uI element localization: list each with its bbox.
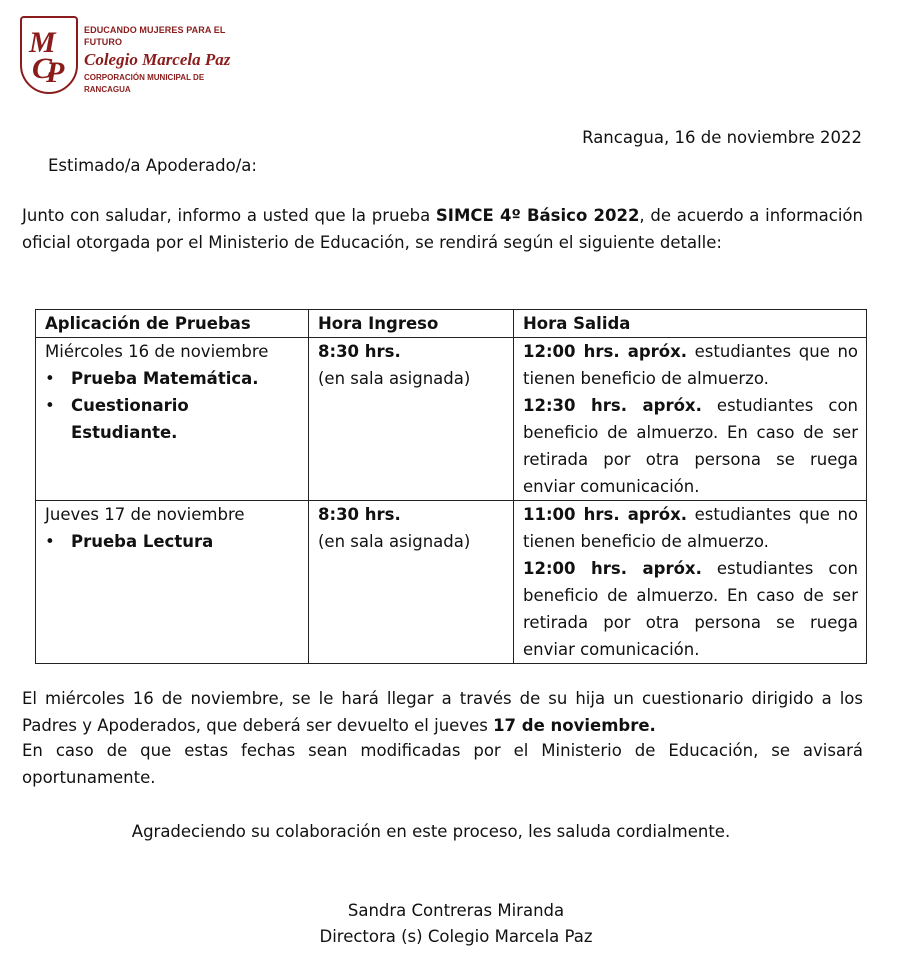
header-entry: Hora Ingreso bbox=[309, 310, 514, 338]
schedule-table bbox=[35, 309, 867, 664]
list-item: • Cuestionario Estudiante. bbox=[45, 396, 189, 442]
changes-paragraph: En caso de que estas fechas sean modificadas por el Ministerio de Educación, se avisará oportunamente. bbox=[22, 741, 863, 787]
school-logo bbox=[20, 16, 240, 100]
header-application: Aplicación de Pruebas bbox=[36, 310, 309, 338]
intro-paragraph: Junto con saludar, informo a usted que la prueba SIMCE 4º Básico 2022, de acuerdo a información oficial otorgada por el Ministerio de Educación, se rendirá según el siguiente detalle: bbox=[22, 206, 863, 252]
cell-exit: 12:00 hrs. apróx. estudiantes que no tienen beneficio de almuerzo. 12:30 hrs. apróx. estudiantes con beneficio de almuerzo. En caso de ser retirada por otra persona se ruega enviar comunicación. bbox=[514, 338, 867, 501]
cell-application bbox=[36, 338, 309, 501]
logo-corporation: CORPORACIÓN MUNICIPAL DE RANCAGUA bbox=[84, 73, 205, 94]
cell-application bbox=[36, 501, 309, 664]
table-header-row bbox=[36, 310, 867, 338]
svg-text:C: C bbox=[32, 52, 53, 85]
signature-block bbox=[0, 898, 900, 950]
list-item: • Prueba Lectura bbox=[45, 532, 214, 551]
table-row bbox=[36, 338, 867, 501]
cell-entry bbox=[309, 338, 514, 501]
cell-entry bbox=[309, 501, 514, 664]
test-day: Jueves 17 de noviembre bbox=[45, 505, 245, 524]
signatory-title: Directora (s) Colegio Marcela Paz bbox=[319, 927, 593, 946]
questionnaire-paragraph: El miércoles 16 de noviembre, se le hará llegar a través de su hija un cuestionario dirigido a los Padres y Apoderados, que deberá ser devuelto el jueves 17 de noviembre. bbox=[22, 689, 863, 735]
cell-exit: 11:00 hrs. apróx. estudiantes que no tienen beneficio de almuerzo. 12:00 hrs. apróx. estudiantes con beneficio de almuerzo. En caso de ser retirada por otra persona se ruega enviar comunicación. bbox=[514, 501, 867, 664]
entry-time: 8:30 hrs. bbox=[318, 342, 401, 361]
header-exit: Hora Salida bbox=[514, 310, 867, 338]
test-day: Miércoles 16 de noviembre bbox=[45, 342, 269, 361]
closing-line: Agradeciendo su colaboración en este proceso, les saluda cordialmente. bbox=[131, 822, 731, 841]
entry-time: 8:30 hrs. bbox=[318, 505, 401, 524]
table-row bbox=[36, 501, 867, 664]
entry-place: (en sala asignada) bbox=[318, 369, 471, 388]
greeting: Estimado/a Apoderado/a: bbox=[48, 156, 257, 175]
svg-text:P: P bbox=[46, 56, 65, 88]
entry-place: (en sala asignada) bbox=[318, 532, 471, 551]
logo-tagline: EDUCANDO MUJERES PARA EL FUTURO bbox=[84, 25, 226, 47]
signatory-name: Sandra Contreras Miranda bbox=[347, 901, 565, 920]
list-item: • Prueba Matemática. bbox=[45, 369, 259, 388]
logo-school-name: Colegio Marcela Paz bbox=[84, 50, 231, 69]
mp-crest-icon bbox=[20, 16, 78, 94]
svg-text:M: M bbox=[29, 26, 56, 59]
letter-date: Rancagua, 16 de noviembre 2022 bbox=[582, 128, 862, 147]
